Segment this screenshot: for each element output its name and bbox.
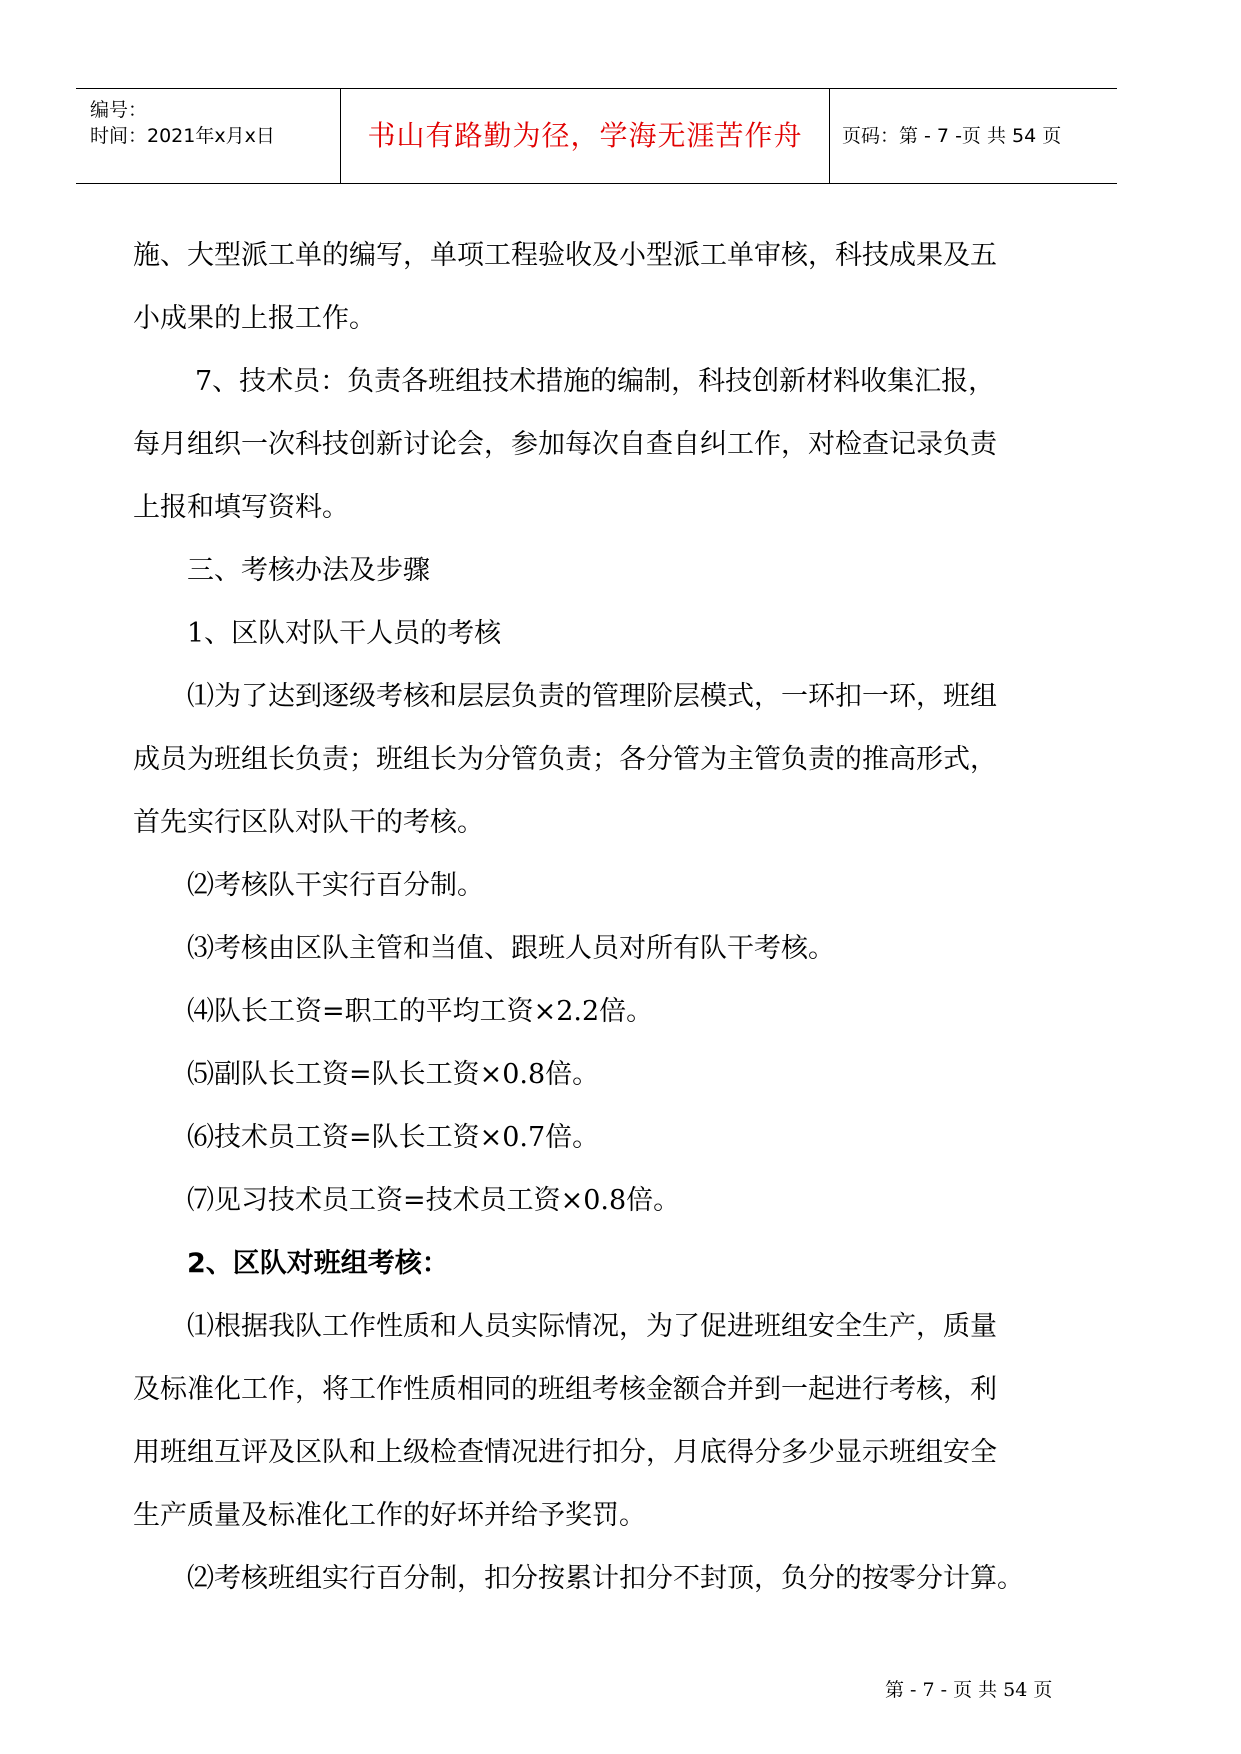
section-heading: 三、考核办法及步骤	[187, 555, 430, 586]
header-right-cell	[830, 89, 1117, 183]
paragraph-line: 每月组织一次科技创新讨论会，参加每次自查自纠工作，对检查记录负责	[133, 429, 997, 460]
paragraph-line: ⑸副队长工资=队长工资×0.8倍。	[187, 1059, 600, 1090]
header-page-number: 页码：第 - 7 -页 共 54 页	[842, 125, 1062, 147]
document-number-label: 编号：	[90, 99, 148, 121]
header-motto-cell	[340, 89, 830, 183]
paragraph-line: ⑺见习技术员工资=技术员工资×0.8倍。	[187, 1185, 681, 1216]
document-time-label: 时间：2021年x月x日	[90, 125, 275, 147]
paragraph-line: 生产质量及标准化工作的好坏并给予奖罚。	[133, 1500, 646, 1531]
paragraph-line: ⑴根据我队工作性质和人员实际情况，为了促进班组安全生产，质量	[187, 1311, 997, 1342]
header-left-cell	[76, 89, 340, 183]
page-header	[76, 88, 1117, 184]
paragraph-line: ⑶考核由区队主管和当值、跟班人员对所有队干考核。	[187, 933, 835, 964]
subsection-heading: 1、区队对队干人员的考核	[187, 618, 502, 649]
paragraph-line: 上报和填写资料。	[133, 492, 349, 523]
paragraph-line: ⑴为了达到逐级考核和层层负责的管理阶层模式，一环扣一环，班组	[187, 681, 997, 712]
header-motto: 书山有路勤为径，学海无涯苦作舟	[367, 119, 803, 152]
paragraph-line: ⑷队长工资=职工的平均工资×2.2倍。	[187, 996, 654, 1027]
paragraph-line: ⑵考核队干实行百分制。	[187, 870, 484, 901]
subsection-heading: 2、区队对班组考核：	[187, 1248, 449, 1279]
paragraph-line: 首先实行区队对队干的考核。	[133, 807, 484, 838]
paragraph-line: 用班组互评及区队和上级检查情况进行扣分，月底得分多少显示班组安全	[133, 1437, 997, 1468]
paragraph-line: 施、大型派工单的编写，单项工程验收及小型派工单审核，科技成果及五	[133, 240, 997, 271]
document-body	[133, 224, 1073, 1610]
paragraph-line: 小成果的上报工作。	[133, 303, 376, 334]
paragraph-line: ⑵考核班组实行百分制，扣分按累计扣分不封顶，负分的按零分计算。	[187, 1563, 1024, 1594]
paragraph-line: 7、技术员：负责各班组技术措施的编制，科技创新材料收集汇报，	[195, 366, 996, 397]
paragraph-line: 及标准化工作，将工作性质相同的班组考核金额合并到一起进行考核，利	[133, 1374, 997, 1405]
paragraph-line: 成员为班组长负责；班组长为分管负责；各分管为主管负责的推高形式，	[133, 744, 997, 775]
paragraph-line: ⑹技术员工资=队长工资×0.7倍。	[187, 1122, 600, 1153]
page-footer-number: 第 - 7 - 页 共 54 页	[885, 1679, 1053, 1701]
